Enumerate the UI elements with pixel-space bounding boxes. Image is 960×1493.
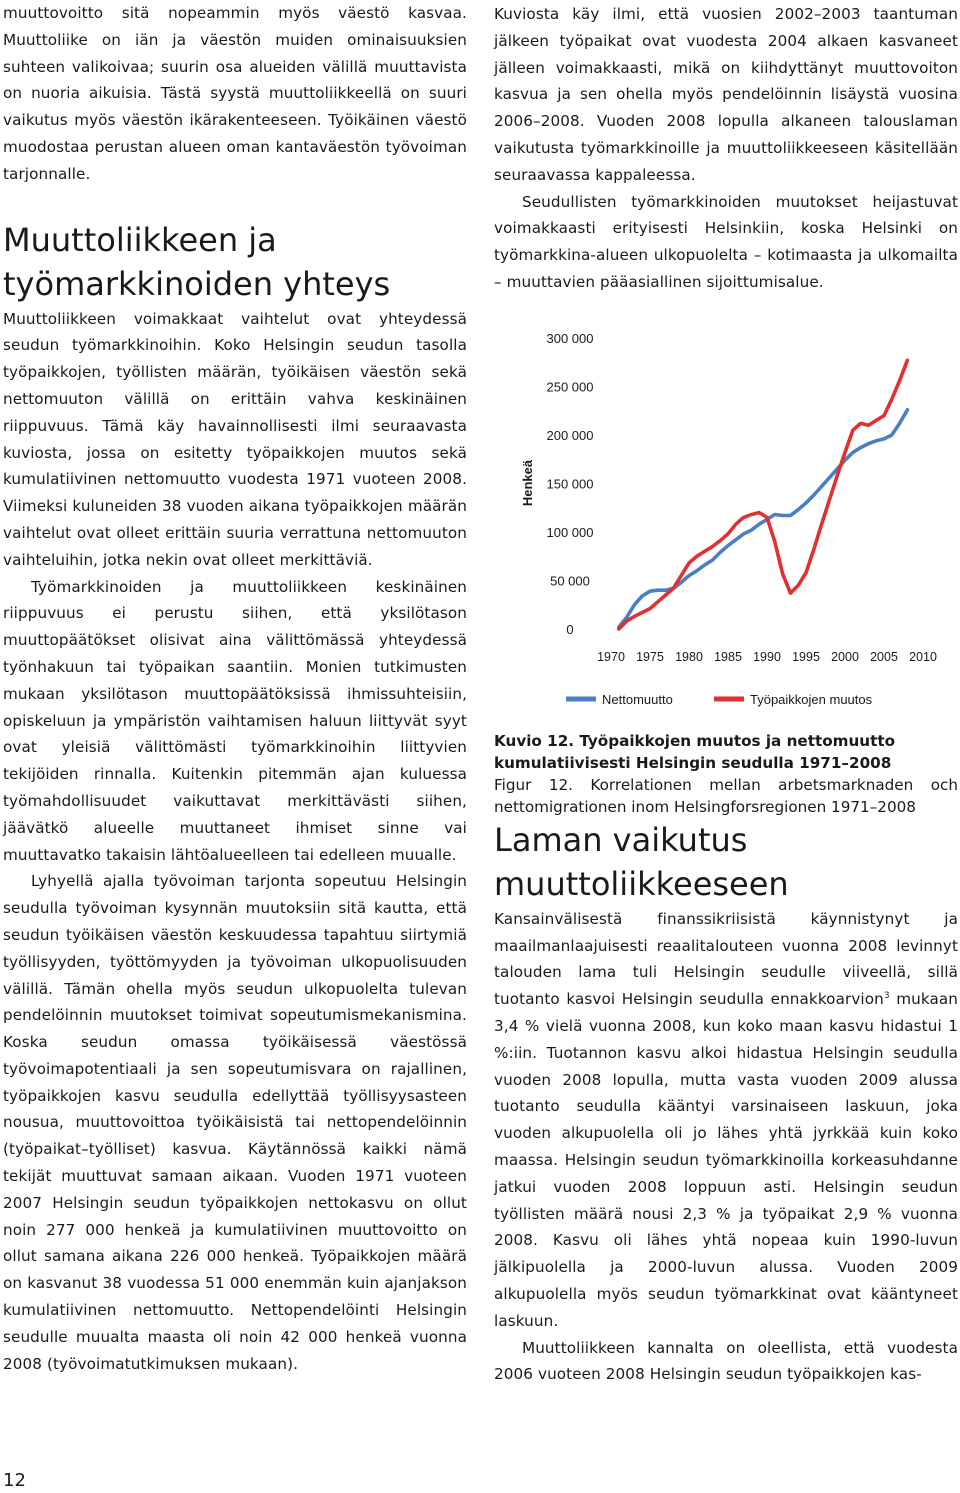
body-paragraph: Muuttoliikkeen voimakkaat vaihtelut ovat yhteydessä seudun työmarkkinoihin. Koko Helsingin seudun tasolla työpaikkojen, työllisten määrän, työikäisen väestön sekä nettomuuton välillä on erittäin vahva keskinäinen riippuvuus. Tämä käy havainnollisesti ilmi seuraavasta kuviosta, jossa on esitetty työpaikkojen muutos sekä kumulatiivinen nettomuutto vuodesta 1971 vuoteen 2008. Viimeksi kuluneiden 38 vuoden aikana työpaikkojen määrän vaihtelut ovat olleet erittäin suuria verrattuna nettomuuton vaihteluihin, jotka nekin ovat olleet merkittäviä. xyxy=(3,309,467,569)
body-text: mukaan 3,4 % vielä vuonna 2008, kun koko maan kasvu hidastui 1 %:iin. Tuotannon kasvu alkoi hidastua Helsingin seudulla vuoden 2008 lopulla, mutta vasta vuoden 2009 alussa tuotanto seudulla kääntyi varsinaiseen laskuun, joka vuoden alkupuolella oli jo lähes yhtä jyrkkää kuin koko maassa. Helsingin seudun työmarkkinoilla korkeasuhdanne jatkui vuoden 2008 loppuun asti. Helsingin seudun työllisten määrä nousi 2,3 % ja työpaikat 2,9 % vuonna 2008. Kasvu oli lähes yhtä nopeaa kuin 1990-luvun jälkipuolella ja 2000-luvun alussa. Vuoden 2009 alkupuolella myös seudun työmarkkinat ovat kääntyneet laskuun. xyxy=(494,990,958,1330)
line-chart xyxy=(494,305,958,723)
body-paragraph: Seudullisten työmarkkinoiden muutokset heijastuvat voimakkaasti erityisesti Helsinkiin, koska Helsinki on työmarkkina-alueen ulkopuolelta – kotimaasta ja ulkomailta – muuttavien pääasiallinen sijoittumisalue. xyxy=(494,192,958,291)
x-tick-label: 1990 xyxy=(753,649,781,664)
x-tick-label: 1975 xyxy=(636,649,664,664)
y-tick-label: 0 xyxy=(566,621,574,637)
y-tick-label: 100 000 xyxy=(546,524,594,540)
body-paragraph: Kuviosta käy ilmi, että vuosien 2002–2003 taantuman jälkeen työpaikat ovat vuodesta 2004 alkaen kasvaneet jälleen voimakkaasti, mikä on kiihdyttänyt muuttovoiton kasvua ja sen ohella myös pendelöinnin lisäystä vuosina 2006–2008. Vuoden 2008 lopulla alkaneen talouslaman vaikutusta työmarkkinoille ja muuttoliikkeeseen käsitellään seuraavassa kappaleessa. xyxy=(494,5,958,184)
body-paragraph xyxy=(494,906,958,1335)
y-tick-label: 50 000 xyxy=(550,573,590,589)
x-tick-label: 1980 xyxy=(675,649,703,664)
y-axis-label: Henkeä xyxy=(520,459,535,506)
y-tick-label: 200 000 xyxy=(546,427,594,443)
body-text: Kansainvälisestä finanssikriisistä käynnistynyt ja maailmanlaajuisesti reaalitalouteen vuonna 2008 levinnyt talouden lama tuli Helsingin seudulle viiveellä, sillä tuotanto kasvoi Helsingin seudulla ennakkoarvion xyxy=(494,909,958,1009)
right-column xyxy=(494,0,958,1388)
y-tick-label: 150 000 xyxy=(546,476,594,492)
legend-label: Työpaikkojen muutos xyxy=(750,691,873,707)
body-paragraph: Työmarkkinoiden ja muuttoliikkeen keskinäinen riippuvuus ei perustu siihen, että yksilötason muuttopäätökset olisivat aina välittömässä yhteydessä työnhakuun tai työpaikan saantiin. Monien tutkimusten mukaan yksilötason muuttopäätöksissä ihmissuhteisiin, opiskeluun ja ympäristön vaihtamisen haluun liittyvät syyt ovat yleisiä välittömästi työmarkkinoihin liittyvien tekijöiden rinnalla. Kuitenkin pitemmän ajan kuluessa työmahdollisuudet vaikuttavat merkittävästi siihen, jäävätkö alueelle muuttaneet ihmiset sinne vai muuttavatko takaisin lähtöalueelleen tai edelleen muualle. xyxy=(3,577,467,864)
series-line-0 xyxy=(619,410,908,627)
x-tick-label: 1995 xyxy=(792,649,820,664)
x-tick-label: 2000 xyxy=(831,649,859,664)
section-heading-lama: Laman vaikutus muuttoliikkeeseen xyxy=(494,820,789,903)
left-column xyxy=(3,0,467,1377)
y-tick-label: 250 000 xyxy=(546,379,594,395)
x-tick-label: 2005 xyxy=(870,649,898,664)
footnote-marker: 3 xyxy=(883,991,890,1002)
x-tick-label: 2010 xyxy=(909,649,937,664)
page-number: 12 xyxy=(3,1470,26,1491)
x-tick-label: 1985 xyxy=(714,649,742,664)
intro-paragraph: muuttovoitto sitä nopeammin myös väestö kasvaa. Muuttoliike on iän ja väestön muiden ominaisuuksien suhteen valikoivaa; suurin osa alueiden välillä muuttavista on nuoria aikuisia. Tästä syystä muuttoliikkeellä on suuri vaikutus myös väestön ikärakenteeseen. Työikäinen väestö muodostaa perustan alueen oman kantaväestön työvoiman tarjonnalle. xyxy=(3,4,467,183)
section-heading-muuttoliike: Muuttoliikkeen ja työmarkkinoiden yhteys xyxy=(3,220,391,303)
figure-caption xyxy=(494,730,958,818)
x-tick-label: 1970 xyxy=(597,649,625,664)
body-paragraph: Muuttoliikkeen kannalta on oleellista, että vuodesta 2006 vuoteen 2008 Helsingin seudun työpaikkojen kas- xyxy=(494,1338,958,1384)
figure-chart xyxy=(494,305,958,723)
figure-caption-sv: Figur 12. Korrelationen mellan arbetsmarknaden och nettomigrationen inom Helsingforsregionen 1971–2008 xyxy=(494,775,958,816)
figure-caption-fi: Kuvio 12. Työpaikkojen muutos ja nettomuutto kumulatiivisesti Helsingin seudulla 1971–2008 xyxy=(494,731,896,772)
legend-label: Nettomuutto xyxy=(602,691,673,707)
body-paragraph: Lyhyellä ajalla työvoiman tarjonta sopeutuu Helsingin seudulla työvoiman kysynnän muutoksiin sitä kautta, että seudun työikäisen väestön keskuudessa tapahtuu siirtymiä työllisyyden, työttömyyden ja työvoiman ulkopuolisuuden välillä. Tämän ohella myös seudun ulkopuolelta tulevan pendelöinnin muutokset toimivat sopeutumismekanismina. Koska seudun omassa työikäisessä väestössä työvoimapotentiaali ja sen sopeutumisvara on rajallinen, työpaikkojen kasvu seudulla edellyttää työllisyysasteen nousua, muuttovoittoa työikäisistä tai nettopendelöinnin (työpaikat–työlliset) kasvua. Käytännössä kaikki nämä tekijät muuttuvat samaan aikaan. Vuoden 1971 vuoteen 2007 Helsingin seudun työpaikkojen nettokasvu on ollut noin 277 000 henkeä ja kumulatiivinen muuttovoitto on ollut samana aikana 226 000 henkeä. Työpaikkojen määrä on kasvanut 38 vuodessa 51 000 enemmän kuin ajanjakson kumulatiivinen nettomuutto. Nettopendelöinti Helsingin seudulle muualta maasta oli noin 42 000 henkeä vuonna 2008 (työvoimatutkimuksen mukaan). xyxy=(3,872,467,1373)
y-tick-label: 300 000 xyxy=(546,330,594,346)
